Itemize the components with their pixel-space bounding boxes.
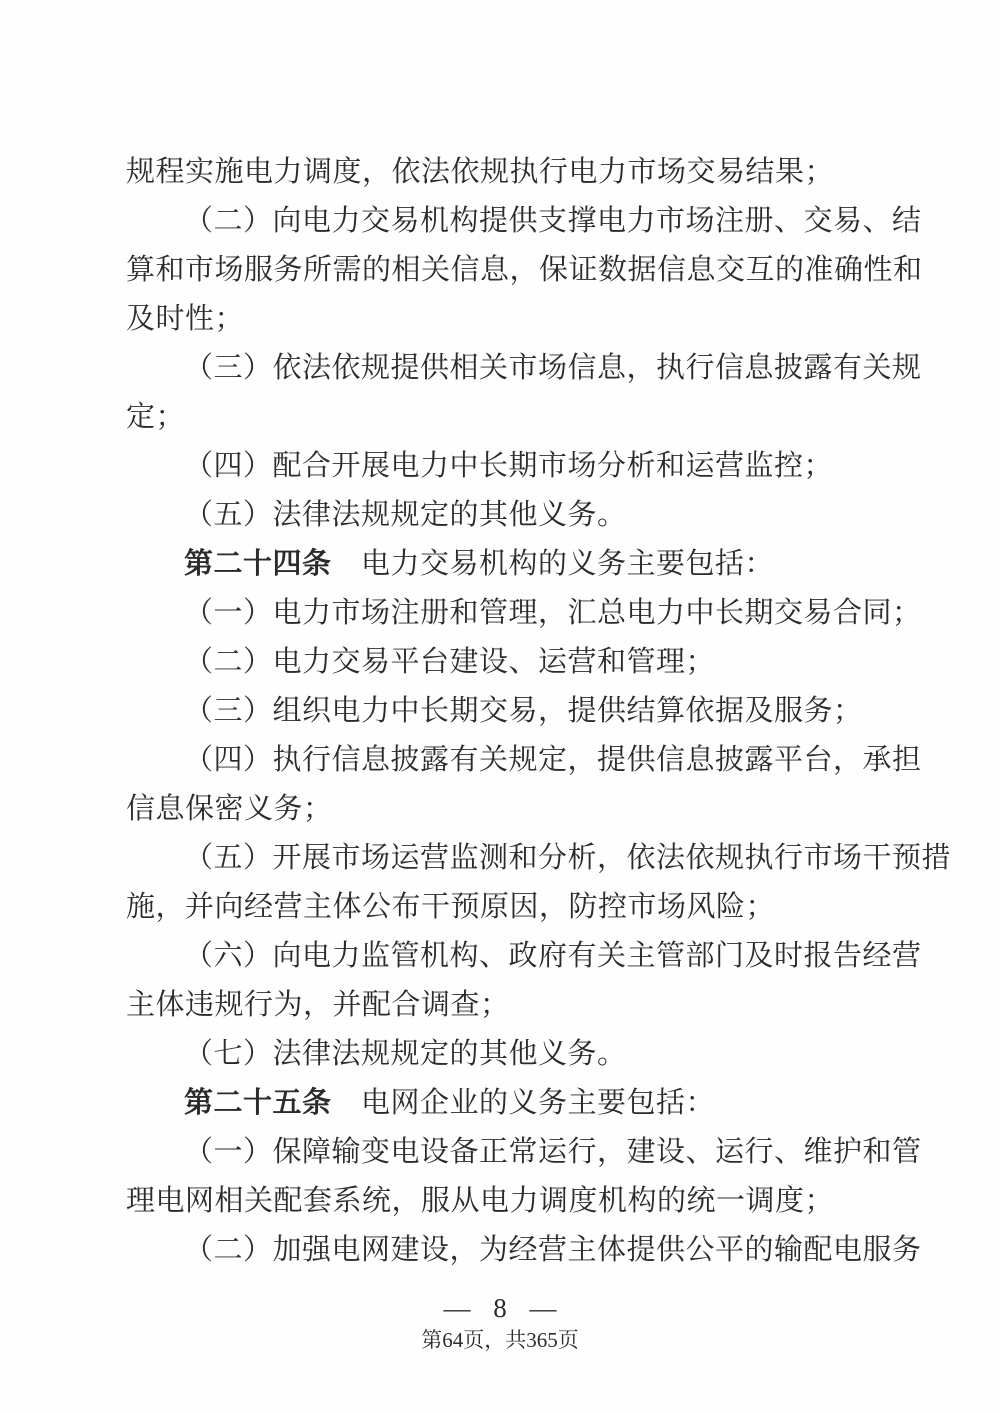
text-line: （四）执行信息披露有关规定，提供信息披露平台，承担 [184, 744, 922, 776]
page-info: 第64页，共365页 [421, 1328, 579, 1352]
text-line: （五）开展市场运营监测和分析，依法依规执行市场干预措 [184, 842, 952, 874]
article-24-heading [126, 540, 886, 589]
text-line: 算和市场服务所需的相关信息，保证数据信息交互的准确性和 [126, 254, 923, 286]
text-line: （二）向电力交易机构提供支撑电力市场注册、交易、结 [184, 205, 922, 237]
article-25-number: 第二十五条 [184, 1087, 332, 1119]
text-line: 理电网相关配套系统，服从电力调度机构的统一调度； [126, 1185, 835, 1217]
text-line: 施，并向经营主体公布干预原因，防控市场风险； [126, 891, 776, 923]
text-line: 主体违规行为，并配合调查； [126, 989, 510, 1021]
text-line: （一）电力市场注册和管理，汇总电力中长期交易合同； [184, 597, 922, 629]
article-24-number: 第二十四条 [184, 548, 332, 580]
text-line: 及时性； [126, 303, 245, 335]
text-line: （一）保障输变电设备正常运行，建设、运行、维护和管 [184, 1136, 922, 1168]
text-line: （二）加强电网建设，为经营主体提供公平的输配电服务 [184, 1234, 922, 1266]
text-line: 规程实施电力调度，依法依规执行电力市场交易结果； [126, 156, 835, 188]
text-line: （四）配合开展电力中长期市场分析和运营监控； [184, 450, 834, 482]
article-25-heading [126, 1079, 886, 1128]
article-24-heading-text: 电力交易机构的义务主要包括： [331, 548, 775, 580]
text-line: （三）依法依规提供相关市场信息，执行信息披露有关规 [184, 352, 922, 384]
text-line: （六）向电力监管机构、政府有关主管部门及时报告经营 [184, 940, 922, 972]
text-line: （七）法律法规规定的其他义务。 [184, 1038, 627, 1070]
text-line: 信息保密义务； [126, 793, 333, 825]
text-line: （三）组织电力中长期交易，提供结算依据及服务； [184, 695, 863, 727]
text-line: （二）电力交易平台建设、运营和管理； [184, 646, 716, 678]
document-text-block [126, 148, 952, 1275]
text-line: 定； [126, 401, 186, 433]
text-line: （五）法律法规规定的其他义务。 [184, 499, 627, 531]
article-25-heading-text: 电网企业的义务主要包括： [331, 1087, 716, 1119]
page-number: — 8 — [443, 1293, 557, 1323]
